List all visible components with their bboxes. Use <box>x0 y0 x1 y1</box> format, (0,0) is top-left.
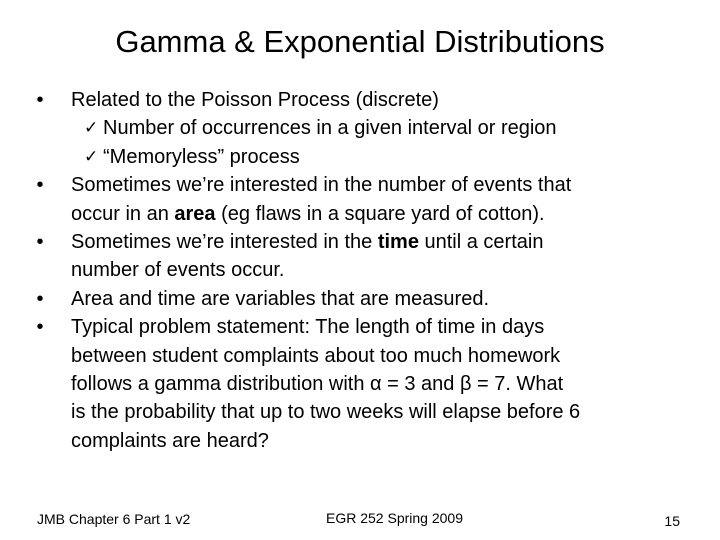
item-text-line: Number of occurrences in a given interval or region <box>103 117 557 140</box>
emphasis-word: area <box>174 202 216 225</box>
item-text-line: between student complaints about too much homework <box>71 344 561 367</box>
item-text-line: follows a gamma distribution with α = 3 and β = 7. What <box>71 373 564 396</box>
checkmark-icon: ✓ <box>84 146 99 167</box>
bullet-item <box>30 86 700 114</box>
item-text-line: Related to the Poisson Process (discrete) <box>71 89 439 111</box>
check-subitem <box>30 114 700 142</box>
item-text-line: Typical problem statement: The length of time in days <box>71 316 545 339</box>
slide-content <box>30 86 700 455</box>
item-text-line: Sometimes we’re interested in the number of events that <box>71 174 572 197</box>
bullet-icon: • <box>36 89 44 111</box>
item-text-line: complaints are heard? <box>71 429 269 452</box>
bullet-icon: • <box>36 316 44 339</box>
item-text-line: “Memoryless” process <box>103 145 300 168</box>
bullet-item <box>30 313 700 455</box>
item-text-line: is the probability that up to two weeks will elapse before 6 <box>71 401 581 424</box>
item-text-line: number of events occur. <box>71 259 285 282</box>
footer-center-text: EGR 252 Spring 2009 <box>326 510 463 526</box>
emphasis-word: time <box>377 231 419 254</box>
slide-title: Gamma & Exponential Distributions <box>115 24 605 59</box>
check-subitem <box>30 143 700 171</box>
bullet-item <box>30 285 700 313</box>
bullet-icon: • <box>36 287 44 310</box>
footer-left-text: JMB Chapter 6 Part 1 v2 <box>37 511 191 527</box>
bullet-icon: • <box>36 174 44 197</box>
bullet-item <box>30 228 700 285</box>
bullet-icon: • <box>36 231 44 254</box>
page-number: 15 <box>664 513 680 529</box>
bullet-item <box>30 171 700 228</box>
item-text-line: occur in an area (eg flaws in a square yard of cotton). <box>71 202 545 225</box>
checkmark-icon: ✓ <box>84 118 99 139</box>
item-text-line: Sometimes we’re interested in the time until a certain <box>71 231 544 254</box>
item-text-line: Area and time are variables that are measured. <box>71 287 489 310</box>
